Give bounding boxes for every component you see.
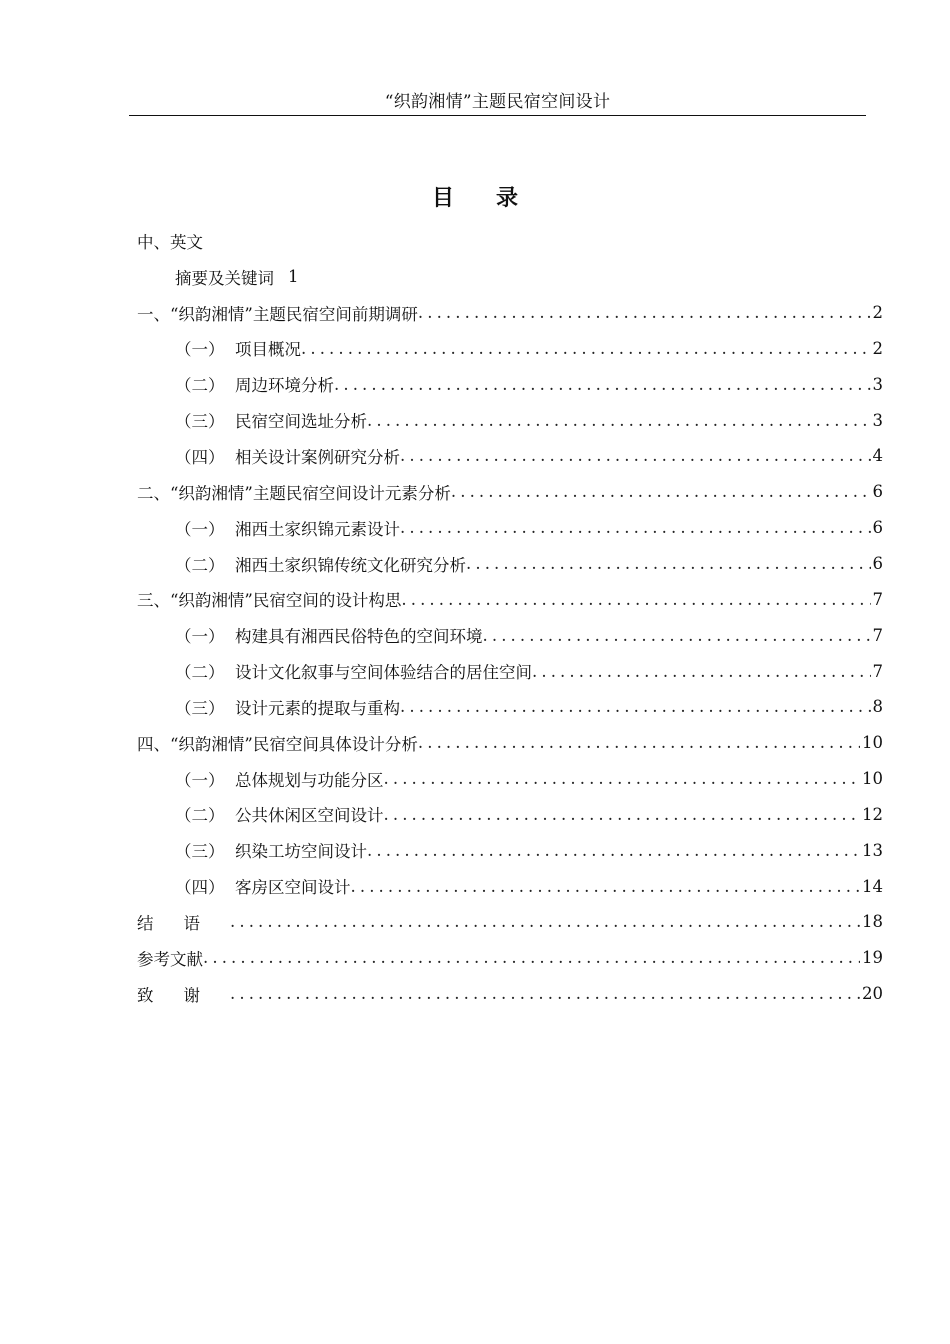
toc-entry-number: （四） [175,447,225,467]
toc-entry-label: “织韵湘情”民宿空间的设计构思 [170,591,402,611]
toc-title: 目录 [431,186,560,211]
toc-entry-label: “织韵湘情”主题民宿空间设计元素分析 [170,483,451,503]
toc-leader-dots [400,697,871,716]
toc-leader-dots [334,375,871,394]
running-header: “织韵湘情”主题民宿空间设计 [384,92,611,112]
toc-leader-dots [367,841,860,860]
toc-entry-number: （一） [175,340,225,360]
toc-entry-page: 3 [872,410,883,430]
toc-entry-label: 中、英文 [137,232,203,252]
toc-entry[interactable] [137,725,883,761]
toc-leader-dots [532,662,871,681]
toc-entry-page: 7 [872,661,883,681]
toc-entry[interactable] [137,366,883,402]
toc-entry[interactable] [137,797,883,833]
toc-leader-dots [400,446,871,465]
toc-entry[interactable] [137,402,883,438]
toc-entry-page: 14 [862,876,883,896]
toc-entry-page: 18 [862,912,883,932]
toc-leader-dots [203,948,860,967]
toc-leader-dots [451,482,871,501]
toc-leader-dots [384,769,861,788]
toc-leader-dots [418,733,860,752]
toc-entry[interactable] [137,438,883,474]
toc-entry-label: “织韵湘情”民宿空间具体设计分析 [170,734,418,754]
toc-entry-number: （三） [175,842,225,862]
toc-entry-page: 10 [862,769,883,789]
toc-entry-label: 周边环境分析 [235,376,334,396]
toc-leader-dots [483,626,871,645]
toc-entry[interactable] [137,904,883,940]
toc-entry-page: 3 [872,374,883,394]
toc-entry-label: 结语 [137,913,230,933]
toc-leader-dots [418,303,871,322]
toc-leader-dots [401,590,870,609]
toc-entry-label: 客房区空间设计 [235,878,351,898]
toc-entry-number: （二） [175,376,225,396]
toc-entry-page: 8 [872,697,883,717]
toc-entry-page: 6 [872,518,883,538]
toc-entry-page: 2 [872,338,883,358]
toc-entry-number: （一） [175,519,225,539]
toc-entry-number: （三） [175,698,225,718]
toc-entry[interactable] [137,259,883,295]
toc-leader-dots [400,518,871,537]
toc-entry[interactable] [137,653,883,689]
toc-entry[interactable] [137,761,883,797]
toc-entry-label: 织染工坊空间设计 [235,842,367,862]
toc-entry-page: 20 [862,984,883,1004]
table-of-contents [137,223,883,1012]
toc-entry-number: （二） [175,555,225,575]
toc-entry-page: 7 [872,589,883,609]
toc-entry-number: （三） [175,412,225,432]
toc-leader-dots [466,554,871,573]
toc-entry-label: 相关设计案例研究分析 [235,447,400,467]
toc-leader-dots [230,984,860,1003]
toc-entry[interactable] [137,689,883,725]
toc-entry-number: （二） [175,663,225,683]
toc-entry-label: 构建具有湘西民俗特色的空间环境 [235,627,483,647]
toc-entry-page: 12 [862,804,883,824]
toc-entry-number: 一、 [137,304,170,324]
toc-entry-page: 10 [862,733,883,753]
toc-entry-page: 13 [862,840,883,860]
toc-entry-label: 公共休闲区空间设计 [235,806,384,826]
toc-entry[interactable] [137,581,883,617]
toc-entry[interactable] [137,223,883,259]
toc-entry[interactable] [137,331,883,367]
toc-entry[interactable] [137,976,883,1012]
header-rule [129,115,866,116]
toc-entry[interactable] [137,940,883,976]
toc-entry-label: 设计元素的提取与重构 [235,698,400,718]
toc-entry-label: “织韵湘情”主题民宿空间前期调研 [170,304,418,324]
toc-entry[interactable] [137,832,883,868]
toc-leader-dots [384,805,861,824]
toc-entry-label: 项目概况 [235,340,301,360]
toc-entry-label: 湘西土家织锦元素设计 [235,519,400,539]
toc-entry-page: 4 [872,446,883,466]
toc-leader-dots [351,877,861,896]
toc-leader-dots [367,411,871,430]
toc-entry-label: 参考文献 [137,949,203,969]
toc-leader-dots [301,339,871,358]
toc-entry-label: 设计文化叙事与空间体验结合的居住空间 [235,663,532,683]
toc-entry-label: 湘西土家织锦传统文化研究分析 [235,555,466,575]
toc-entry-page: 6 [872,554,883,574]
toc-entry[interactable] [137,868,883,904]
toc-entry-label: 总体规划与功能分区 [235,770,384,790]
toc-entry-page: 6 [872,482,883,502]
toc-entry-number: （一） [175,770,225,790]
toc-entry[interactable] [137,295,883,331]
toc-entry[interactable] [137,546,883,582]
toc-entry-page: 7 [872,625,883,645]
toc-entry-number: 二、 [137,483,170,503]
toc-entry[interactable] [137,510,883,546]
toc-entry-page: 1 [288,267,299,287]
toc-entry-number: 四、 [137,734,170,754]
toc-entry-number: （四） [175,878,225,898]
toc-entry[interactable] [137,474,883,510]
toc-entry-number: （一） [175,627,225,647]
toc-entry-label: 民宿空间选址分析 [235,412,367,432]
toc-entry-page: 2 [872,303,883,323]
toc-entry-number: （二） [175,806,225,826]
toc-entry-label: 致谢 [137,985,230,1005]
toc-entry[interactable] [137,617,883,653]
toc-leader-dots [230,912,860,931]
toc-entry-label: 摘要及关键词 [175,268,274,288]
toc-entry-page: 19 [862,948,883,968]
toc-entry-number: 三、 [137,591,170,611]
